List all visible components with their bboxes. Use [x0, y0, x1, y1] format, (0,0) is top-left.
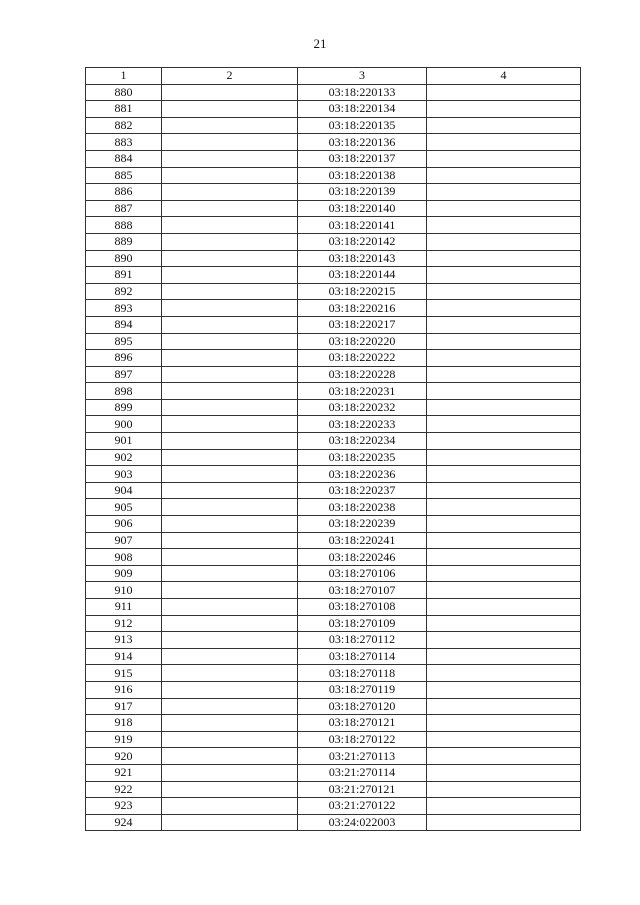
table-row	[86, 549, 581, 566]
code-cell: 03:18:220139	[298, 184, 427, 201]
column-2-cell	[162, 350, 298, 367]
column-4-cell	[427, 665, 581, 682]
code-cell: 03:21:270114	[298, 764, 427, 781]
row-number-cell: 880	[86, 84, 162, 101]
code-cell: 03:18:220135	[298, 117, 427, 134]
table-row	[86, 416, 581, 433]
table-row	[86, 648, 581, 665]
code-cell: 03:18:220234	[298, 433, 427, 450]
table-row	[86, 184, 581, 201]
column-4-cell	[427, 433, 581, 450]
code-cell: 03:18:220141	[298, 217, 427, 234]
column-2-cell	[162, 117, 298, 134]
row-number-cell: 923	[86, 798, 162, 815]
code-cell: 03:18:270114	[298, 648, 427, 665]
row-number-cell: 890	[86, 250, 162, 267]
table-row	[86, 366, 581, 383]
table-row	[86, 300, 581, 317]
column-4-cell	[427, 798, 581, 815]
code-cell: 03:18:220233	[298, 416, 427, 433]
row-number-cell: 920	[86, 748, 162, 765]
column-2-cell	[162, 532, 298, 549]
column-4-cell	[427, 300, 581, 317]
column-4-cell	[427, 366, 581, 383]
table-row	[86, 399, 581, 416]
row-number-cell: 882	[86, 117, 162, 134]
row-number-cell: 881	[86, 101, 162, 118]
row-number-cell: 904	[86, 482, 162, 499]
row-number-cell: 917	[86, 698, 162, 715]
row-number-cell: 908	[86, 549, 162, 566]
table-row	[86, 599, 581, 616]
column-header-3: 3	[298, 68, 427, 85]
row-number-cell: 888	[86, 217, 162, 234]
row-number-cell: 892	[86, 283, 162, 300]
code-cell: 03:18:220231	[298, 383, 427, 400]
column-4-cell	[427, 134, 581, 151]
column-4-cell	[427, 516, 581, 533]
column-2-cell	[162, 731, 298, 748]
code-cell: 03:18:220136	[298, 134, 427, 151]
column-header-4: 4	[427, 68, 581, 85]
table-row	[86, 350, 581, 367]
column-4-cell	[427, 482, 581, 499]
row-number-cell: 901	[86, 433, 162, 450]
table-row	[86, 798, 581, 815]
column-2-cell	[162, 300, 298, 317]
column-4-cell	[427, 449, 581, 466]
code-cell: 03:18:220235	[298, 449, 427, 466]
table-row	[86, 516, 581, 533]
code-cell: 03:18:270106	[298, 565, 427, 582]
column-4-cell	[427, 731, 581, 748]
table-row	[86, 615, 581, 632]
row-number-cell: 907	[86, 532, 162, 549]
column-2-cell	[162, 217, 298, 234]
table-row	[86, 715, 581, 732]
column-2-cell	[162, 748, 298, 765]
table-row	[86, 681, 581, 698]
row-number-cell: 900	[86, 416, 162, 433]
column-2-cell	[162, 549, 298, 566]
column-2-cell	[162, 416, 298, 433]
table-row	[86, 748, 581, 765]
column-2-cell	[162, 715, 298, 732]
table-row	[86, 117, 581, 134]
table-row	[86, 482, 581, 499]
column-4-cell	[427, 681, 581, 698]
code-cell: 03:21:270122	[298, 798, 427, 815]
code-cell: 03:18:220143	[298, 250, 427, 267]
row-number-cell: 909	[86, 565, 162, 582]
table-row	[86, 433, 581, 450]
column-2-cell	[162, 681, 298, 698]
table-row	[86, 632, 581, 649]
code-cell: 03:18:270109	[298, 615, 427, 632]
table-row	[86, 781, 581, 798]
code-cell: 03:18:220217	[298, 316, 427, 333]
code-cell: 03:18:220228	[298, 366, 427, 383]
row-number-cell: 895	[86, 333, 162, 350]
table-row	[86, 764, 581, 781]
table-row	[86, 582, 581, 599]
code-cell: 03:18:220137	[298, 150, 427, 167]
column-4-cell	[427, 233, 581, 250]
column-4-cell	[427, 582, 581, 599]
code-cell: 03:18:220134	[298, 101, 427, 118]
code-cell: 03:18:270119	[298, 681, 427, 698]
column-4-cell	[427, 150, 581, 167]
column-4-cell	[427, 84, 581, 101]
column-2-cell	[162, 648, 298, 665]
column-header-2: 2	[162, 68, 298, 85]
row-number-cell: 902	[86, 449, 162, 466]
column-4-cell	[427, 532, 581, 549]
row-number-cell: 889	[86, 233, 162, 250]
code-cell: 03:18:220140	[298, 200, 427, 217]
row-number-cell: 916	[86, 681, 162, 698]
column-4-cell	[427, 715, 581, 732]
code-cell: 03:18:220144	[298, 267, 427, 284]
code-cell: 03:18:270120	[298, 698, 427, 715]
column-2-cell	[162, 665, 298, 682]
column-4-cell	[427, 217, 581, 234]
row-number-cell: 897	[86, 366, 162, 383]
page-number: 21	[313, 36, 327, 51]
column-2-cell	[162, 516, 298, 533]
code-cell: 03:18:220232	[298, 399, 427, 416]
row-number-cell: 922	[86, 781, 162, 798]
column-4-cell	[427, 632, 581, 649]
column-4-cell	[427, 748, 581, 765]
table-row	[86, 814, 581, 831]
column-4-cell	[427, 466, 581, 483]
table-row	[86, 698, 581, 715]
code-cell: 03:21:270113	[298, 748, 427, 765]
column-4-cell	[427, 416, 581, 433]
column-4-cell	[427, 283, 581, 300]
table-row	[86, 665, 581, 682]
column-2-cell	[162, 333, 298, 350]
row-number-cell: 911	[86, 599, 162, 616]
column-2-cell	[162, 134, 298, 151]
row-number-cell: 891	[86, 267, 162, 284]
row-number-cell: 905	[86, 499, 162, 516]
column-2-cell	[162, 233, 298, 250]
column-2-cell	[162, 283, 298, 300]
code-cell: 03:18:270107	[298, 582, 427, 599]
column-2-cell	[162, 798, 298, 815]
column-2-cell	[162, 615, 298, 632]
table-row	[86, 449, 581, 466]
column-4-cell	[427, 316, 581, 333]
code-cell: 03:18:220216	[298, 300, 427, 317]
table-row	[86, 499, 581, 516]
column-2-cell	[162, 84, 298, 101]
row-number-cell: 914	[86, 648, 162, 665]
row-number-cell: 886	[86, 184, 162, 201]
row-number-cell: 893	[86, 300, 162, 317]
column-2-cell	[162, 150, 298, 167]
row-number-cell: 884	[86, 150, 162, 167]
code-cell: 03:18:270121	[298, 715, 427, 732]
row-number-cell: 924	[86, 814, 162, 831]
header-row	[86, 68, 581, 85]
column-4-cell	[427, 549, 581, 566]
code-cell: 03:18:220222	[298, 350, 427, 367]
table-row	[86, 150, 581, 167]
column-4-cell	[427, 184, 581, 201]
column-2-cell	[162, 366, 298, 383]
column-2-cell	[162, 814, 298, 831]
code-cell: 03:18:220215	[298, 283, 427, 300]
column-4-cell	[427, 599, 581, 616]
table-row	[86, 217, 581, 234]
code-cell: 03:18:220246	[298, 549, 427, 566]
column-2-cell	[162, 267, 298, 284]
row-number-cell: 894	[86, 316, 162, 333]
row-number-cell: 899	[86, 399, 162, 416]
code-cell: 03:18:220133	[298, 84, 427, 101]
row-number-cell: 883	[86, 134, 162, 151]
table-row	[86, 283, 581, 300]
row-number-cell: 903	[86, 466, 162, 483]
column-header-1: 1	[86, 68, 162, 85]
row-number-cell: 921	[86, 764, 162, 781]
code-cell: 03:18:220142	[298, 233, 427, 250]
column-2-cell	[162, 781, 298, 798]
column-4-cell	[427, 383, 581, 400]
row-number-cell: 910	[86, 582, 162, 599]
column-4-cell	[427, 698, 581, 715]
column-2-cell	[162, 184, 298, 201]
column-2-cell	[162, 466, 298, 483]
table-row	[86, 383, 581, 400]
column-4-cell	[427, 101, 581, 118]
column-4-cell	[427, 648, 581, 665]
row-number-cell: 919	[86, 731, 162, 748]
table-row	[86, 316, 581, 333]
row-number-cell: 887	[86, 200, 162, 217]
table-body	[86, 84, 581, 831]
table-row	[86, 532, 581, 549]
column-2-cell	[162, 200, 298, 217]
table-row	[86, 565, 581, 582]
column-2-cell	[162, 383, 298, 400]
table-row	[86, 731, 581, 748]
code-cell: 03:18:270112	[298, 632, 427, 649]
registry-table	[85, 67, 581, 831]
column-2-cell	[162, 433, 298, 450]
code-cell: 03:18:270108	[298, 599, 427, 616]
code-cell: 03:18:220237	[298, 482, 427, 499]
column-4-cell	[427, 167, 581, 184]
column-2-cell	[162, 632, 298, 649]
row-number-cell: 885	[86, 167, 162, 184]
code-cell: 03:18:270118	[298, 665, 427, 682]
column-4-cell	[427, 333, 581, 350]
code-cell: 03:18:220238	[298, 499, 427, 516]
row-number-cell: 906	[86, 516, 162, 533]
column-2-cell	[162, 101, 298, 118]
table-row	[86, 84, 581, 101]
table-row	[86, 466, 581, 483]
table-header	[86, 68, 581, 85]
column-4-cell	[427, 200, 581, 217]
code-cell: 03:18:220138	[298, 167, 427, 184]
table-row	[86, 134, 581, 151]
column-2-cell	[162, 698, 298, 715]
table-row	[86, 233, 581, 250]
row-number-cell: 915	[86, 665, 162, 682]
code-cell: 03:18:270122	[298, 731, 427, 748]
code-cell: 03:18:220220	[298, 333, 427, 350]
column-4-cell	[427, 565, 581, 582]
column-2-cell	[162, 167, 298, 184]
column-4-cell	[427, 814, 581, 831]
column-2-cell	[162, 482, 298, 499]
column-4-cell	[427, 615, 581, 632]
column-4-cell	[427, 764, 581, 781]
column-2-cell	[162, 764, 298, 781]
column-2-cell	[162, 499, 298, 516]
code-cell: 03:18:220236	[298, 466, 427, 483]
column-2-cell	[162, 582, 298, 599]
code-cell: 03:18:220241	[298, 532, 427, 549]
row-number-cell: 896	[86, 350, 162, 367]
row-number-cell: 913	[86, 632, 162, 649]
table-row	[86, 167, 581, 184]
row-number-cell: 912	[86, 615, 162, 632]
column-4-cell	[427, 250, 581, 267]
column-2-cell	[162, 316, 298, 333]
column-4-cell	[427, 350, 581, 367]
table-row	[86, 101, 581, 118]
row-number-cell: 898	[86, 383, 162, 400]
code-cell: 03:24:022003	[298, 814, 427, 831]
code-cell: 03:21:270121	[298, 781, 427, 798]
column-4-cell	[427, 117, 581, 134]
column-2-cell	[162, 449, 298, 466]
row-number-cell: 918	[86, 715, 162, 732]
column-2-cell	[162, 565, 298, 582]
column-2-cell	[162, 599, 298, 616]
column-4-cell	[427, 781, 581, 798]
code-cell: 03:18:220239	[298, 516, 427, 533]
column-4-cell	[427, 399, 581, 416]
column-4-cell	[427, 499, 581, 516]
table-row	[86, 250, 581, 267]
column-2-cell	[162, 399, 298, 416]
column-2-cell	[162, 250, 298, 267]
table-row	[86, 200, 581, 217]
column-4-cell	[427, 267, 581, 284]
table-row	[86, 333, 581, 350]
table-row	[86, 267, 581, 284]
